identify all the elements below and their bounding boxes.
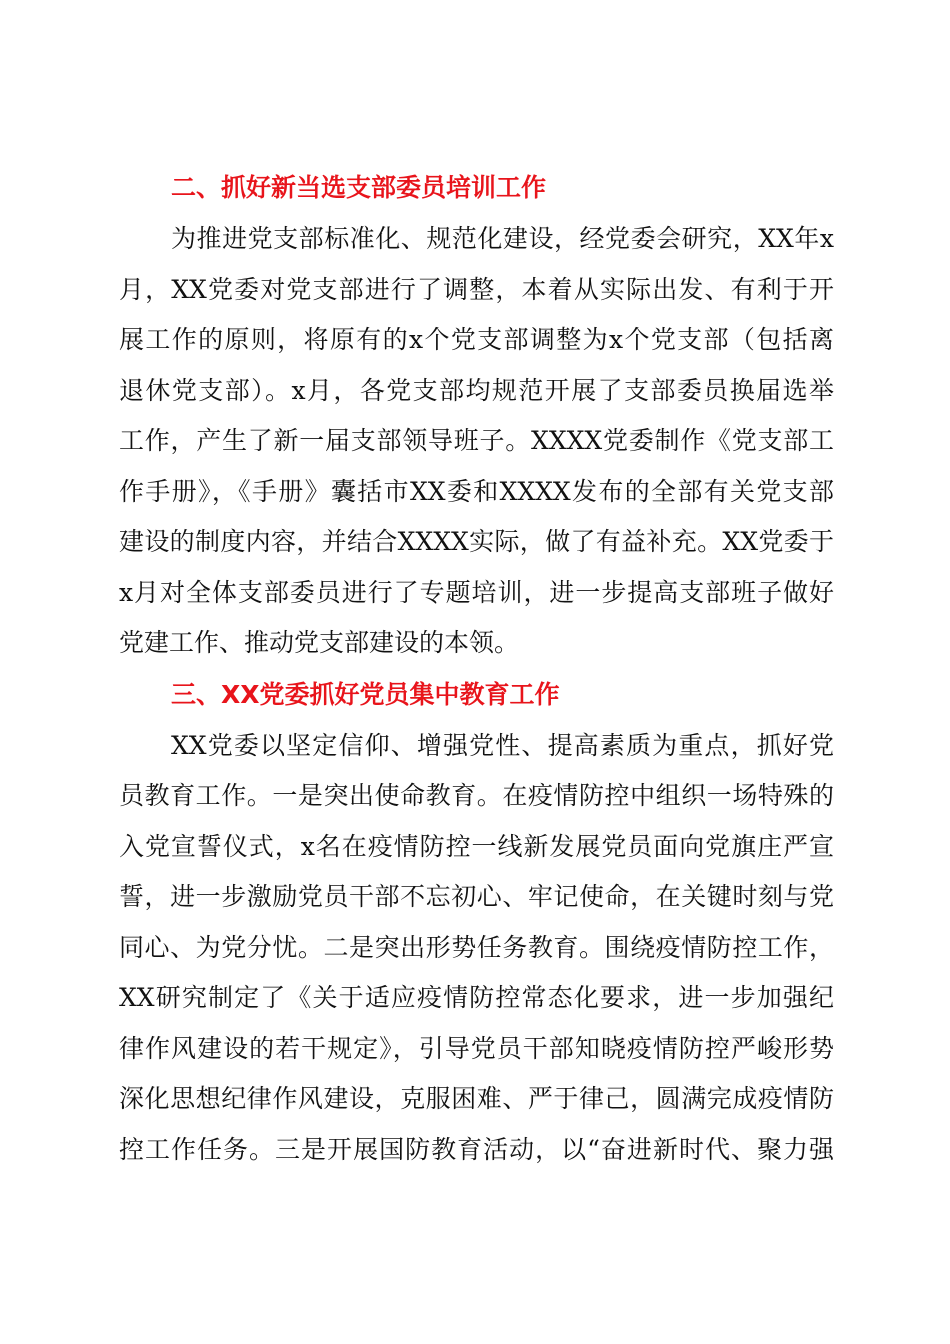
- paragraph-line: 律作风建设的若干规定》，引导党员干部知晓疫情防控严峻形势: [119, 1033, 834, 1063]
- paragraph-line: x月对全体支部委员进行了专题培训，进一步提高支部班子做好: [119, 577, 834, 607]
- paragraph-line: 同心、为党分忧。二是突出形势任务教育。围绕疫情防控工作，: [119, 932, 834, 962]
- paragraph-line: 誓，进一步激励党员干部不忘初心、牢记使命，在关键时刻与党: [119, 882, 834, 911]
- paragraph-line: 员教育工作。一是突出使命教育。在疫情防控中组织一场特殊的: [119, 781, 834, 810]
- paragraph-line: 党建工作、推动党支部建设的本领。: [119, 628, 520, 657]
- section-3: [119, 669, 834, 1176]
- paragraph-line: 入党宣誓仪式，x名在疫情防控一线新发展党员面向党旗庄严宣: [119, 831, 834, 861]
- paragraph-line: 控工作任务。三是开展国防教育活动，以“奋进新时代、聚力强: [119, 1134, 834, 1164]
- paragraph-line: 建设的制度内容，并结合XXXX实际，做了有益补充。XX党委于: [119, 527, 834, 556]
- paragraph-line: 退休党支部）。x月，各党支部均规范开展了支部委员换届选举: [119, 375, 834, 405]
- paragraph-line: XX党委以坚定信仰、增强党性、提高素质为重点，抓好党: [171, 730, 834, 760]
- paragraph-line: 工作，产生了新一届支部领导班子。XXXX党委制作《党支部工: [119, 426, 834, 455]
- section-heading: 三、XX党委抓好党员集中教育工作: [171, 679, 560, 709]
- paragraph-line: 深化思想纪律作风建设，克服困难、严于律己，圆满完成疫情防: [119, 1084, 834, 1113]
- section-heading: 二、抓好新当选支部委员培训工作: [171, 173, 547, 202]
- paragraph-line: 月，XX党委对党支部进行了调整，本着从实际出发、有利于开: [119, 274, 834, 304]
- section-2: [119, 162, 834, 669]
- paragraph-line: 展工作的原则，将原有的x个党支部调整为x个党支部（包括离: [119, 325, 834, 354]
- document-body: [119, 162, 834, 1175]
- paragraph-line: XX研究制定了《关于适应疫情防控常态化要求，进一步加强纪: [119, 983, 834, 1012]
- paragraph-line: 作手册》，《手册》囊括市XX委和XXXX发布的全部有关党支部: [119, 476, 834, 506]
- paragraph-line: 为推进党支部标准化、规范化建设，经党委会研究，XX年x: [171, 224, 834, 253]
